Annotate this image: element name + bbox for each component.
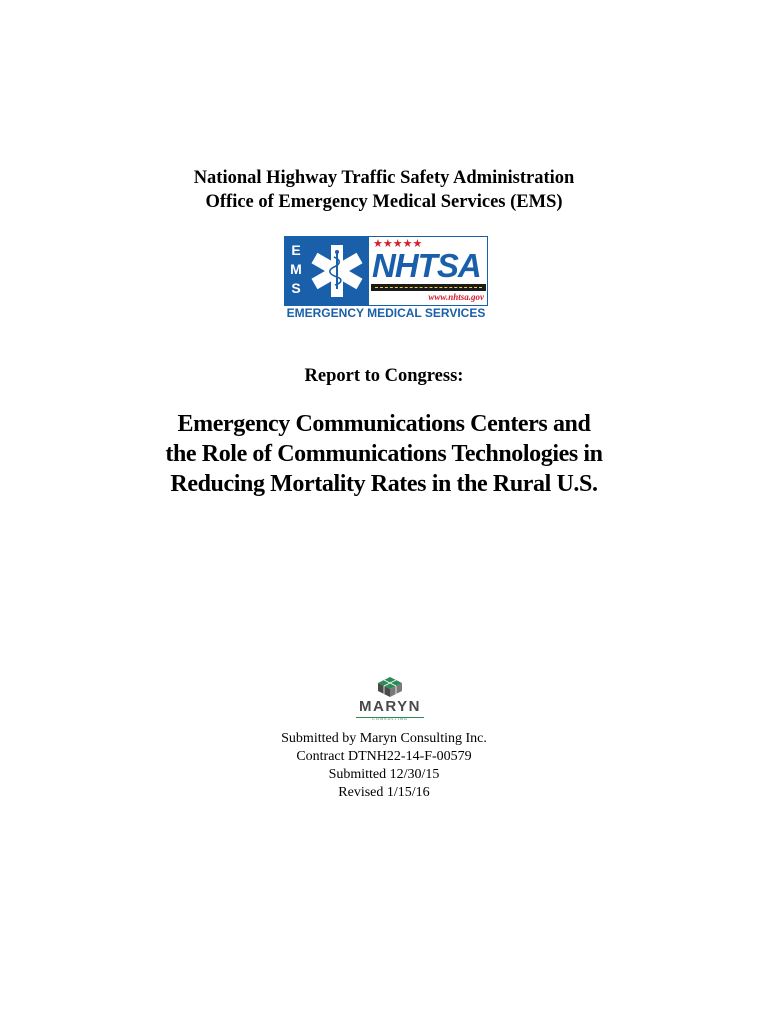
ems-blue-panel [285, 237, 369, 305]
nhtsa-url: www.nhtsa.gov [428, 292, 484, 302]
report-title [0, 409, 768, 499]
road-center-line [375, 287, 482, 288]
ems-letter-s: S [291, 280, 301, 296]
ems-letter-e: E [291, 242, 301, 258]
agency-name: National Highway Traffic Safety Administration [193, 168, 575, 188]
report-title-line: Emergency Communications Centers and [177, 411, 591, 437]
stars-icon: ★★★★★ [373, 237, 423, 250]
maryn-wordmark: MARYN [359, 698, 421, 715]
submitted-date: Submitted 12/30/15 [328, 767, 440, 782]
ems-logo-frame [284, 236, 488, 306]
nhtsa-wordmark: NHTSA [372, 247, 481, 284]
submitted-by: Submitted by Maryn Consulting Inc. [281, 731, 487, 746]
ems-letters [289, 241, 303, 298]
report-label: Report to Congress: [304, 366, 464, 386]
maryn-cube-icon [372, 676, 408, 698]
report-title-line: Reducing Mortality Rates in the Rural U.S. [170, 471, 598, 497]
revised-date: Revised 1/15/16 [338, 785, 430, 800]
submission-info [0, 730, 768, 802]
ems-nhtsa-logo [284, 236, 488, 322]
ems-letter-m: M [290, 261, 302, 277]
office-name: Office of Emergency Medical Services (EMS) [205, 192, 563, 212]
star-of-life-icon [309, 243, 365, 299]
road-icon [371, 284, 486, 291]
ems-caption: EMERGENCY MEDICAL SERVICES [286, 306, 486, 320]
maryn-logo [352, 676, 428, 724]
contract-number: Contract DTNH22-14-F-00579 [296, 749, 472, 764]
maryn-subtitle: CONSULTING [372, 716, 408, 721]
report-title-line: the Role of Communications Technologies in [165, 441, 603, 467]
nhtsa-panel [371, 237, 487, 305]
agency-header [0, 166, 768, 214]
